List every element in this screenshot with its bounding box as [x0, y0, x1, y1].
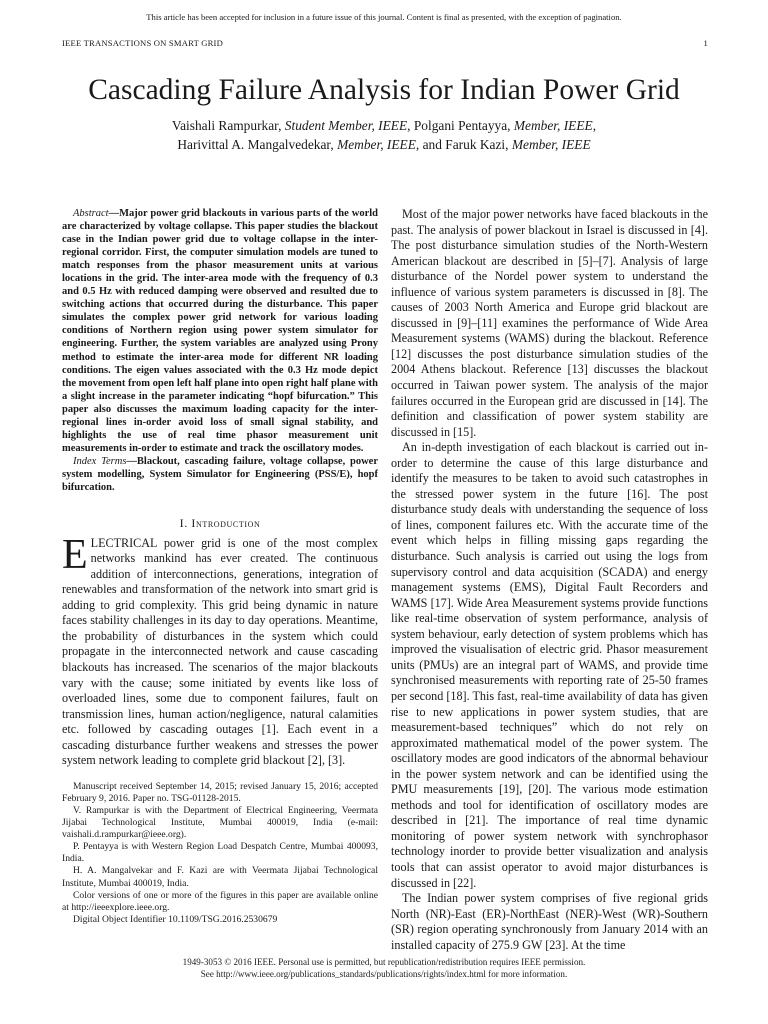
author-1-membership: Student Member, IEEE: [284, 118, 408, 133]
intro-paragraph: [62, 531, 378, 769]
page-number: 1: [703, 38, 708, 48]
permissions-line: [0, 968, 768, 980]
body-paragraph: An in-depth investigation of each blackout is carried out in-order to determine the cause of this large disturbance and identify the measures to be taken to avoid such catastrophes in the stressed power system in the future [16]. The post disturbance study deals with understanding the sequence of loss of lines, component failures etc. With the accurate time of the event which helps in filling missing gaps regarding the disturbance. Such analysis is carried out using the logs from supervisory control and data acquisition (SCADA) and energy management systems (EMS), Digital Fault Recorders and WAMS [17]. Wide Area Measurement systems provide functions like real-time observation of system performance, analysis of system behaviour, early detection of system problems which has improved the visualisation of electric grid. Phasor measurement units (PMUs) are an integral part of WAMS, and provide time synchronised measurements with reporting rate of 25-50 frames per second [18]. This fast, real-time availability of data has given rise to new applications in power system studies, that are measurement-based techniques” which do not rely on approximated mathematical model of the power system. The oscillatory modes are good indicators of the abnormal behaviour in the power system network and can be identified using the PMU measurements [19], [20]. The various mode estimation methods and tool for identification of oscillatory modes are described in [21]. The importance of real time dynamic monitoring of power system network with synchrophasor technology inorder to provide better visualization and analysis tools that can assist operator to avoid major disturbances is discussed in [22].: [391, 440, 708, 890]
footnote-author-2: P. Pentayya is with Western Region Load Despatch Centre, Mumbai 400093, India.: [62, 841, 378, 865]
footnote-received: Manuscript received September 14, 2015; revised January 15, 2016; accepted February 9, 2016. Paper no. TSG-01128-2015.: [62, 780, 378, 804]
author-1-name: Vaishali Rampurkar,: [171, 118, 285, 133]
index-terms: [62, 455, 378, 494]
drop-cap: E: [62, 531, 88, 578]
left-column: [62, 207, 378, 926]
section-heading: [62, 516, 378, 532]
intro-text: LECTRICAL power grid is one of the most complex networks mankind has ever created. The continuous addition of interconnections, generations, integration of renewables and transformation of the network into smart grid is adding to grid complexity. This grid being dynamic in nature faces stability challenges in its day to day operations. Meantime, the probability of disturbances in the system which could propagate in the interconnected network and cause cascading blackouts has increased. The scenarios of the major blackouts vary with the cause; some initiated by events like loss of overloaded lines, some due to component failures, fault on transmission lines, human action/negligence, natural calamities etc. followed by cascading outages [1]. Each event in a cascading disturbance further weakens and stresses the power system network leading to complete grid blackout [2], [3].: [62, 535, 378, 768]
footnotes: [62, 781, 378, 926]
acceptance-notice: This article has been accepted for inclusion in a future issue of this journal. Content is final as presented, with the exception of pagination.: [146, 12, 622, 22]
section-title: Introduction: [191, 516, 261, 531]
running-head: [62, 38, 708, 48]
footnote-author-3-4: H. A. Mangalvekar and F. Kazi are with Veermata Jijabai Technological Institute, Mumbai 400019, India.: [62, 865, 378, 889]
abstract-label: Abstract: [73, 208, 109, 219]
section-number: I.: [179, 516, 192, 531]
copyright-notice: [0, 956, 768, 980]
permissions-prefix: See: [200, 969, 217, 979]
abstract: [62, 207, 378, 455]
author-4-name: , and Faruk Kazi,: [415, 136, 512, 152]
author-2-membership: Member, IEEE: [513, 118, 593, 133]
author-list: [0, 117, 768, 154]
author-4-membership: Member, IEEE: [511, 136, 591, 152]
paper-title: Cascading Failure Analysis for Indian Power Grid: [88, 74, 680, 106]
index-terms-text: —Blackout, cascading failure, voltage collapse, power system modelling, System Simulator for Engineering (PSS/E), hopf bifurcation.: [62, 455, 379, 493]
author-line-2: [0, 136, 768, 155]
permissions-link[interactable]: http://www.ieee.org/publications_standards/publications/rights/index.html: [216, 969, 486, 979]
permissions-suffix: for more information.: [485, 969, 568, 979]
copyright-line: 1949-3053 © 2016 IEEE. Personal use is permitted, but republication/redistribution requires IEEE permission.: [182, 957, 586, 967]
author-separator: ,: [592, 118, 597, 133]
footnote-color: Color versions of one or more of the figures in this paper are available online at http://ieeexplore.ieee.org.: [62, 889, 378, 913]
body-paragraph: The Indian power system comprises of five regional grids North (NR)-East (ER)-NorthEast (NER)-West (WR)-Southern (SR) region operating synchronously from January 2014 with an installed capacity of 275.9 GW [23]. At the time: [391, 891, 708, 952]
abstract-text: —Major power grid blackouts in various parts of the world are characterized by voltage collapse. This paper studies the blackout case in the Indian power grid due to voltage collapse in the inter-regional corridor. First, the computer simulation models are tuned to match responses from the phasor measurement units at various locations in the grid. The inter-area mode with the frequency of 0.3 and 0.5 Hz with reduced damping were observed and resulted due to switching actions that occurred during the disturbance. This paper simulates the complex power grid network for various loading conditions of Northern region using power system simulator for engineering. Further, the system variables are analyzed using Prony method to estimate the inter-area mode for different NR loading conditions. The eigen values associated with the 0.3 Hz mode depict the movement from open left half plane into open right half plane with a slight increase in the parameter indicating “hopf bifurcation.” This paper also discusses the maximum loading capacity for the inter-regional lines in-order avoid loss of small signal stability, and highlights the use of real time phasor measurement unit measurements in-order to estimate and track the oscillatory modes.: [62, 208, 378, 454]
footnote-author-1: V. Rampurkar is with the Department of Electrical Engineering, Veermata Jijabai Technological Institute, Mumbai 400019, India (e-mail: vaishali.d.rampurkar@ieee.org).: [62, 804, 378, 841]
author-2-name: , Polgani Pentayya,: [407, 118, 514, 133]
index-terms-label: Index Terms: [73, 455, 127, 467]
body-paragraph: Most of the major power networks have faced blackouts in the past. The analysis of power blackout in Israel is discussed in [4]. The post disturbance simulation studies of the North-Western American blackout are described in [5]–[7]. Analysis of large disturbance of the Nordel power system to understand the influence of various system parameters is discussed in [8]. The causes of 2003 North America and Europe grid blackout are discussed in [9]–[11] examines the performance of Wide Area Measurement systems (WAMS) during the blackout. Reference [12] discusses the post disturbance simulation studies of the 2004 Athens blackout. Reference [13] discusses the blackout occurred in Taiwan power system. The analysis of the major failures occurred in the European grid are discussed in [14]. The definition and classification of power system stability are discussed in [15].: [391, 207, 708, 439]
author-3-membership: Member, IEEE: [337, 136, 416, 152]
author-3-name: Harivittal A. Mangalvedekar,: [177, 136, 338, 152]
right-column: [391, 207, 708, 953]
journal-name: IEEE TRANSACTIONS ON SMART GRID: [62, 38, 224, 48]
footnote-doi: Digital Object Identifier 10.1109/TSG.2016.2530679: [73, 913, 278, 925]
author-line-1: [0, 117, 768, 136]
